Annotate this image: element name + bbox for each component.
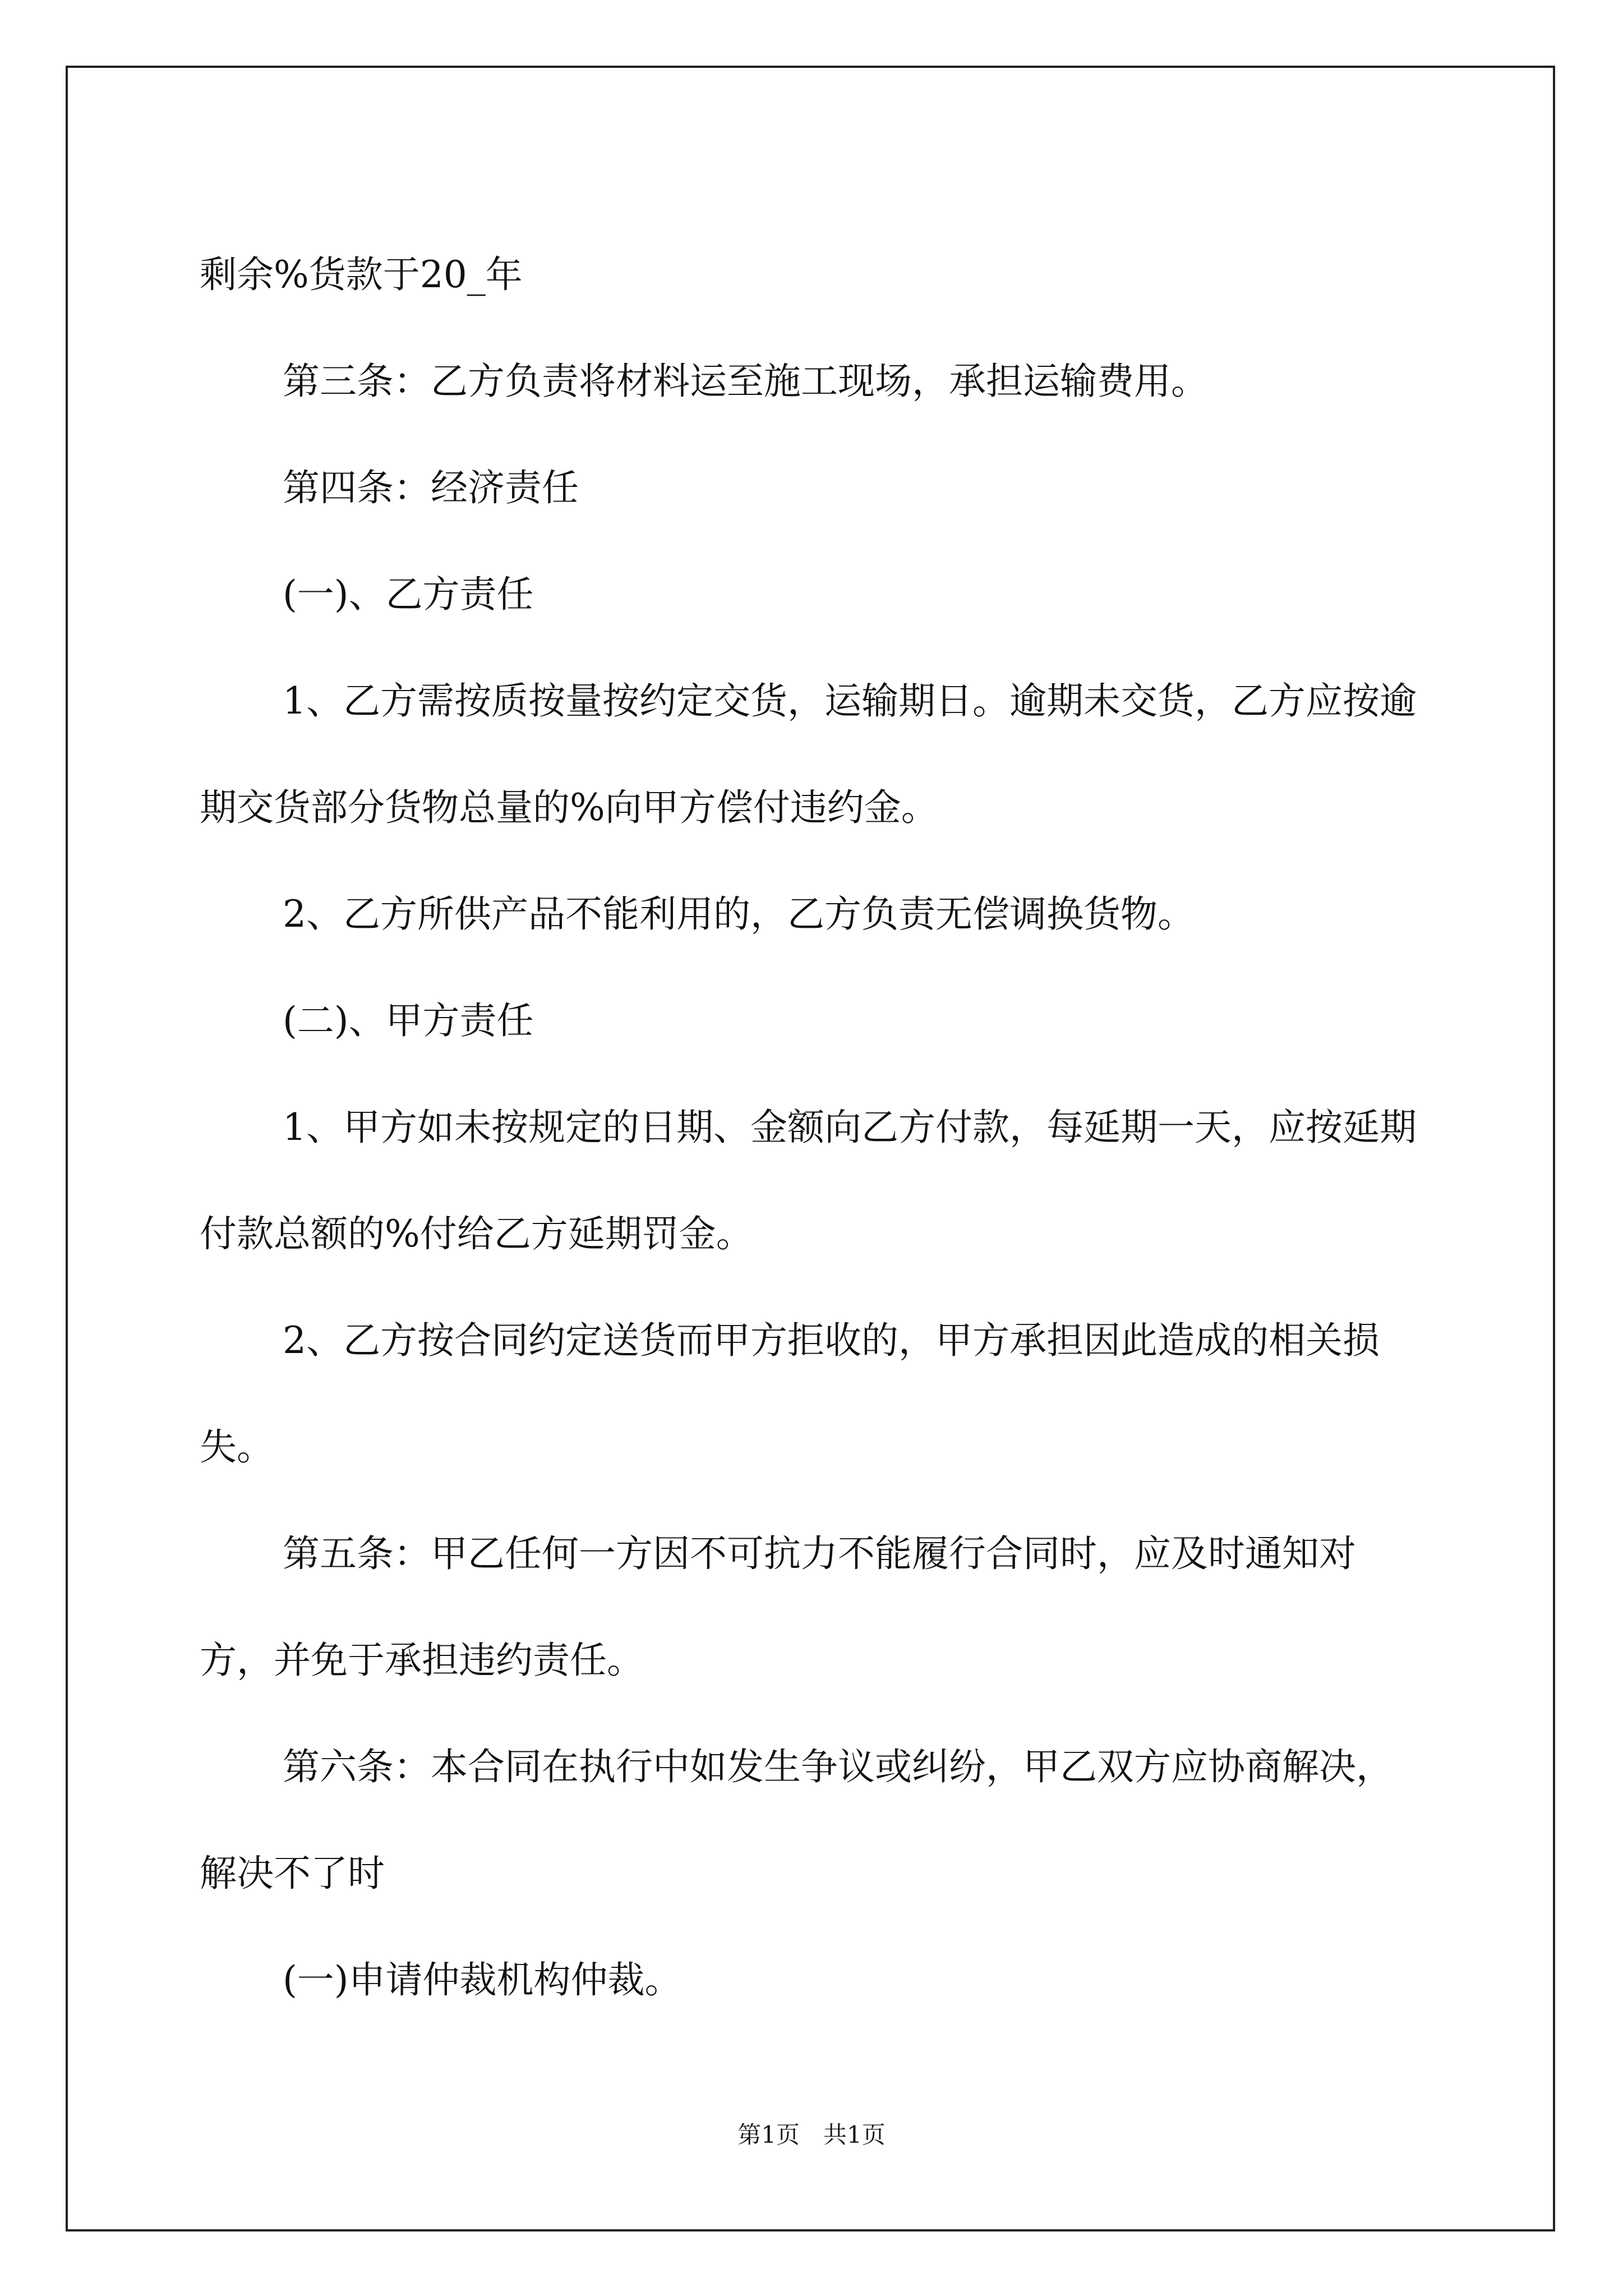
paragraph-article-6: 第六条：本合同在执行中如发生争议或纠纷，甲乙双方应协商解决，解决不了时 xyxy=(200,1745,1393,1895)
paragraph-article-3: 第三条：乙方负责将材料运至施工现场，承担运输费用。 xyxy=(283,360,1208,403)
paragraph-remaining-payment: 剩余%货款于20_年 xyxy=(200,253,523,296)
paragraph-article-5: 第五条：甲乙任何一方因不可抗力不能履行合同时，应及时通知对方，并免于承担违约责任。 xyxy=(200,1532,1356,1682)
paragraph-party-a-item-2: 2、乙方按合同约定送货而甲方拒收的，甲方承担因此造成的相关损失。 xyxy=(200,1319,1380,1469)
page-number-footer: 第1页 共1页 xyxy=(737,2121,886,2148)
paragraph-party-b-item-2: 2、乙方所供产品不能利用的，乙方负责无偿调换货物。 xyxy=(283,892,1195,936)
paragraph-party-b-item-1: 1、乙方需按质按量按约定交货，运输期日。逾期未交货，乙方应按逾期交货部分货物总量的%向甲方偿付违约金。 xyxy=(200,679,1417,829)
document-body xyxy=(200,222,1423,2033)
paragraph-article-4-heading: 第四条：经济责任 xyxy=(283,466,579,509)
paragraph-arbitration: (一)申请仲裁机构仲裁。 xyxy=(283,1958,682,2001)
paragraph-party-a-item-1: 1、甲方如未按规定的日期、金额向乙方付款，每延期一天，应按延期付款总额的%付给乙方延期罚金。 xyxy=(200,1106,1417,1255)
paragraph-party-a-liability-heading: (二)、甲方责任 xyxy=(283,999,534,1042)
paragraph-party-b-liability-heading: (一)、乙方责任 xyxy=(283,573,534,616)
